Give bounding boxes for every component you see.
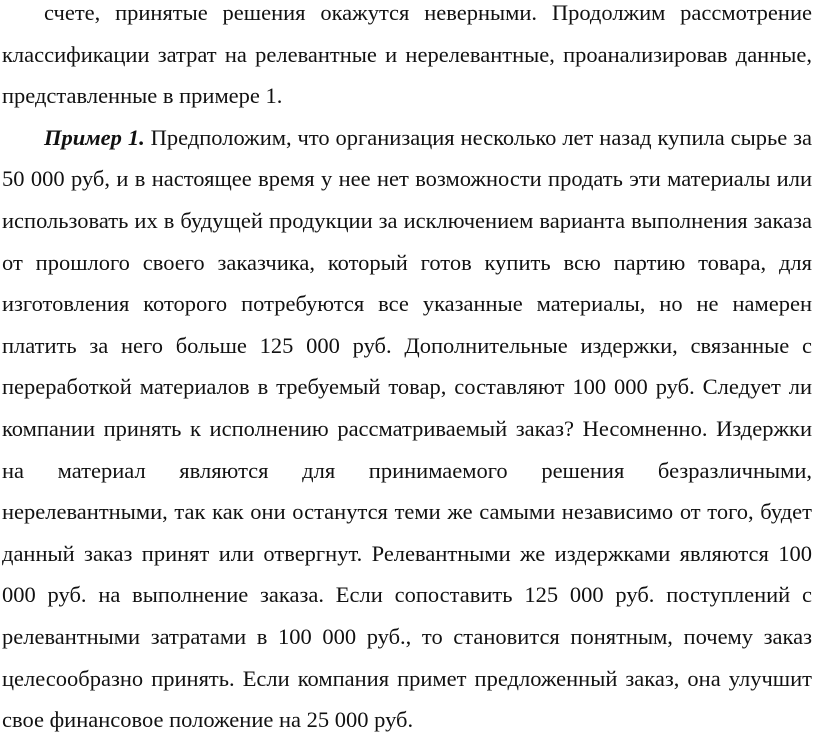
paragraph-example xyxy=(2,117,812,741)
example-label: Пример 1. xyxy=(44,124,145,150)
example-text: Предположим, что организация несколько лет назад купила сырье за 50 000 руб, и в настоящее время у нее нет возможности продать эти материалы или использовать их в будущей продукции за исключением варианта выполнения заказа от прошлого своего заказчика, который готов купить всю партию товара, для изготовления которого потребуются все указанные материалы, но не намерен платить за него больше 125 000 руб. Дополнительные издержки, связанные с переработкой материалов в требуемый товар, составляют 100 000 руб. Следует ли компании принять к исполнению рассматриваемый заказ? Несомненно. Издержки на материал являются для принимаемого решения безразличными, нерелевантными, так как они останутся теми же самыми независимо от того, будет данный заказ принят или отвергнут. Релевантными же издержками являются 100 000 руб. на выполнение заказа. Если сопоставить 125 000 руб. поступлений с релевантными затратами в 100 000 руб., то становится понятным, почему заказ целесообразно принять. Если компания примет предложенный заказ, она улучшит свое финансовое положение на 25 000 руб. xyxy=(2,124,812,733)
paragraph-continuation: счете, принятые решения окажутся неверными. Продолжим рассмотрение классификации затрат на релевантные и нерелевантные, проанализировав данные, представленные в примере 1. xyxy=(2,0,812,109)
